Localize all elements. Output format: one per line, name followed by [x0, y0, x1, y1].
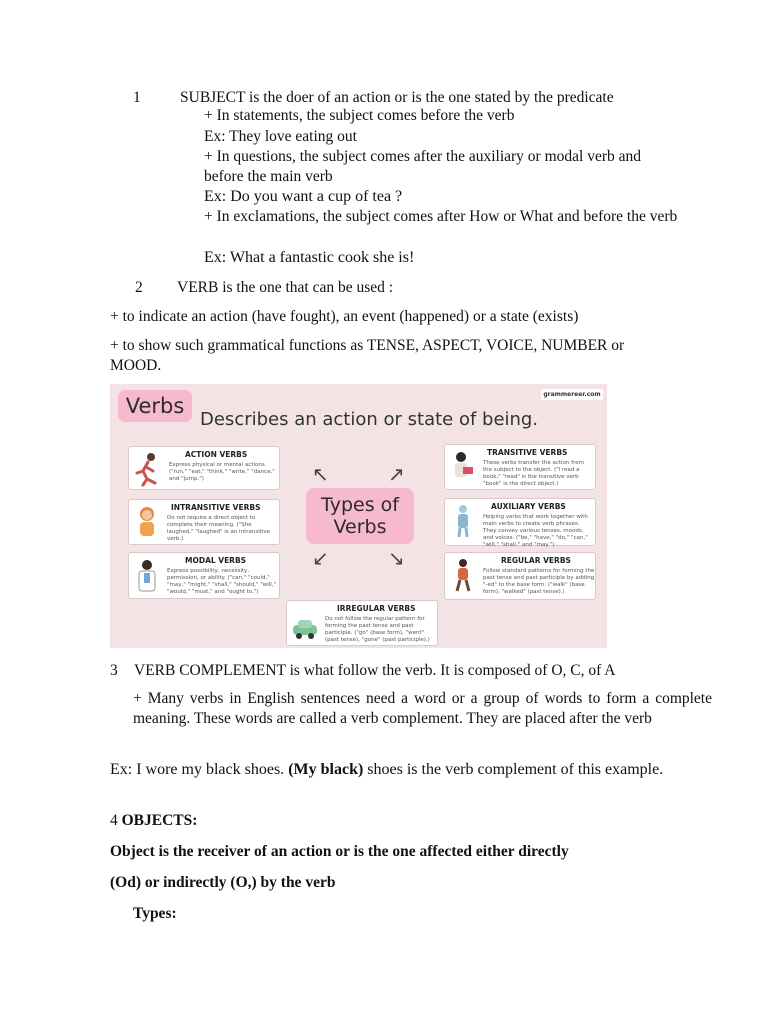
example-bold: (My black) — [288, 761, 364, 778]
card-title: REGULAR VERBS — [501, 556, 571, 565]
section-4-title: OBJECTS: — [121, 812, 198, 829]
arrow-down-left-icon: ↙ — [312, 546, 329, 570]
card-auxiliary-verbs — [444, 498, 596, 546]
section-3-example — [110, 760, 670, 780]
section-1-example: Ex: What a fantastic cook she is! — [204, 249, 415, 266]
section-3-number: 3 — [110, 662, 118, 679]
section-3-heading: VERB COMPLEMENT is what follow the verb. It is composed of O, C, of A — [134, 662, 616, 679]
card-title: IRREGULAR VERBS — [337, 604, 416, 613]
section-1-heading: SUBJECT is the doer of an action or is the one stated by the predicate — [180, 89, 614, 106]
example-suffix: shoes is the verb complement of this example. — [367, 761, 664, 778]
infographic-center — [306, 488, 414, 544]
card-description: Express possibility, necessity, permission, or ability. ("can," "could," "may," "might," "shall," "should," "will," "would," "must," and "ought to.") — [167, 568, 277, 595]
walking-figure-icon — [449, 557, 477, 593]
section-1-example: Ex: Do you want a cup of tea ? — [204, 188, 403, 205]
card-description: These verbs transfer the action from the subject to the object. ("I read a book," "read" is the transitive verb "book" is the direct object.) — [483, 460, 584, 487]
card-transitive-verbs — [444, 444, 596, 490]
card-title: ACTION VERBS — [185, 450, 248, 459]
card-action-verbs — [128, 446, 280, 490]
arrow-down-right-icon: ↘ — [388, 546, 405, 570]
section-1-line: + In questions, the subject comes after the auxiliary or modal verb and before the main verb — [204, 148, 642, 185]
section-4-line: Object is the receiver of an action or is the one affected either directly — [110, 843, 569, 860]
section-1-line: + In statements, the subject comes before the verb — [204, 107, 515, 124]
section-4-line: (Od) or indirectly (O,) by the verb — [110, 874, 336, 891]
card-description: Follow standard patterns for forming the past tense and past participle by adding "-ed" to the base form. ("walk" (base form), "walked" (past tense).) — [483, 568, 595, 595]
verbs-infographic — [110, 384, 607, 648]
arrow-up-right-icon: ↗ — [388, 462, 405, 486]
section-2-line: + to show such grammatical functions as TENSE, ASPECT, VOICE, NUMBER or MOOD. — [110, 337, 625, 374]
card-description: Express physical or mental actions. ("run," "eat," "think," "write," "dance," and "jump.") — [169, 462, 275, 482]
section-2-heading: VERB is the one that can be used : — [177, 279, 394, 296]
card-modal-verbs — [128, 552, 280, 599]
reading-girl-icon — [449, 449, 477, 485]
section-4-heading — [110, 811, 197, 831]
standing-figure-icon — [449, 503, 477, 539]
section-1-line: + In exclamations, the subject comes after How or What and before the verb — [204, 208, 678, 225]
card-intransitive-verbs — [128, 499, 280, 545]
section-4-types: Types: — [133, 905, 177, 922]
infographic-brand: grammereer.com — [541, 389, 603, 400]
card-title: INTRANSITIVE VERBS — [171, 503, 261, 512]
runner-figure-icon — [133, 451, 161, 487]
car-icon — [291, 611, 319, 647]
center-line-1: Types of — [321, 494, 399, 516]
section-2-line: + to indicate an action (have fought), an event (happened) or a state (exists) — [110, 308, 579, 325]
card-description: Do not follow the regular pattern for forming the past tense and past participle. ("go" (base form), "went" (past tense), "gone" (past participle).) — [325, 616, 430, 643]
doctor-figure-icon — [133, 557, 161, 593]
section-2-number: 2 — [135, 279, 143, 296]
laughing-girl-icon — [133, 504, 161, 540]
section-1-example: Ex: They love eating out — [204, 128, 357, 145]
card-title: TRANSITIVE VERBS — [487, 448, 568, 457]
infographic-title: Verbs — [118, 390, 192, 422]
card-irregular-verbs — [286, 600, 438, 646]
arrow-up-left-icon: ↖ — [312, 462, 329, 486]
center-line-2: Verbs — [333, 516, 387, 538]
section-4-number: 4 — [110, 812, 118, 829]
infographic-tagline: Describes an action or state of being. — [200, 409, 539, 430]
card-regular-verbs — [444, 552, 596, 600]
card-title: MODAL VERBS — [185, 556, 247, 565]
card-description: Do not require a direct object to complete their meaning. ("She laughed," "laughed" is an intransitive verb.) — [167, 515, 271, 542]
card-description: Helping verbs that work together with main verbs to create verb phrases. They convey various tenses, moods, and voices. ("be," "have," "do," "can," "will," "shall," and "may.") — [483, 514, 588, 548]
card-title: AUXILIARY VERBS — [491, 502, 566, 511]
example-prefix: Ex: I wore my black shoes. — [110, 761, 285, 778]
section-3-paragraph: + Many verbs in English sentences need a word or a group of words to form a complete meaning. These words are called a verb complement. They are placed after the verb — [133, 690, 712, 727]
section-1-number: 1 — [133, 89, 141, 106]
